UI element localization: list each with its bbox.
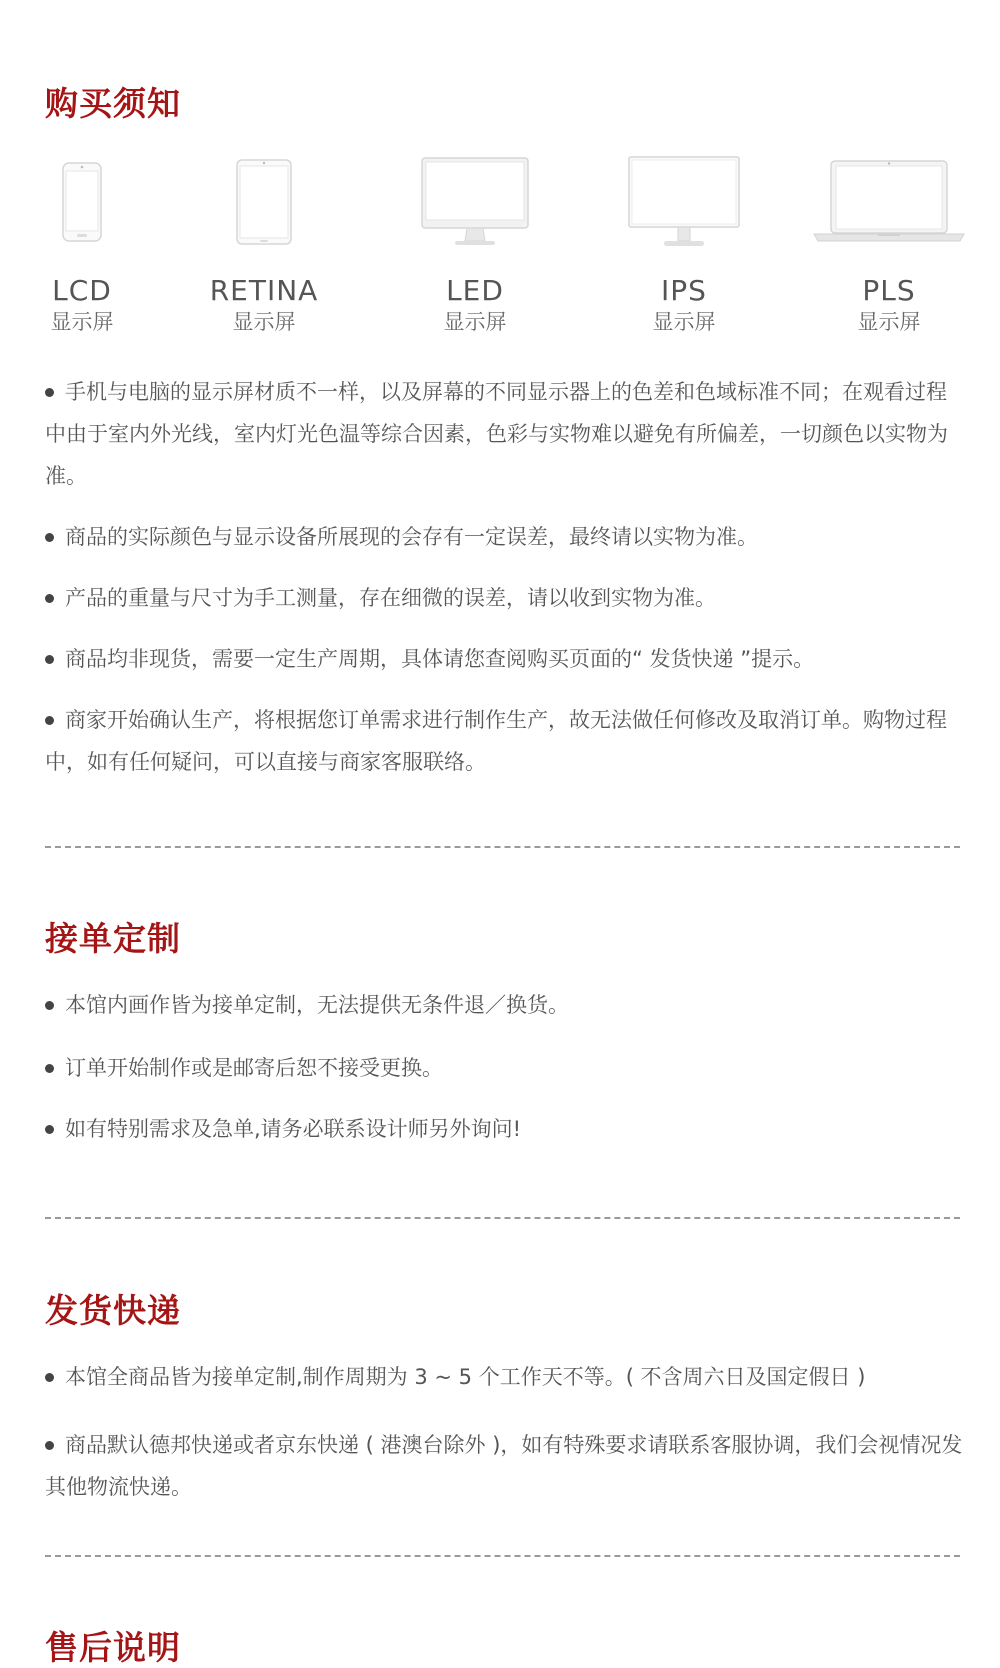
device-lcd <box>0 150 167 336</box>
section-divider <box>45 846 960 848</box>
tablet-icon <box>179 150 349 254</box>
device-pls <box>804 150 974 336</box>
bullet-dot-icon <box>45 1001 54 1010</box>
device-name: PLS <box>862 274 916 307</box>
shipping-note: 本馆全商品皆为接单定制,制作周期为 3 ~ 5 个工作天不等。( 不含周六日及国定假日 ) <box>45 1356 965 1398</box>
device-subtitle: 显示屏 <box>232 310 296 334</box>
desktop-icon <box>599 150 769 254</box>
display-type-list <box>0 150 1000 340</box>
custom-note: 本馆内画作皆为接单定制，无法提供无条件退／换货。 <box>45 984 965 1026</box>
device-ips <box>599 150 769 336</box>
bullet-dot-icon <box>45 1373 54 1382</box>
custom-note: 如有特别需求及急单,请务必联系设计师另外询问! <box>45 1108 965 1150</box>
monitor-icon <box>390 150 560 254</box>
device-led <box>390 150 560 336</box>
device-name: LED <box>446 274 504 307</box>
bullet-dot-icon <box>45 716 54 725</box>
device-subtitle: 显示屏 <box>50 310 114 334</box>
purchase-note: 手机与电脑的显示屏材质不一样，以及屏幕的不同显示器上的色差和色域标准不同；在观看过程中由于室内外光线，室内灯光色温等综合因素，色彩与实物难以避免有所偏差，一切颜色以实物为准。 <box>45 380 948 488</box>
section-title-custom-order: 接单定制 <box>45 919 181 958</box>
custom-note: 订单开始制作或是邮寄后恕不接受更换。 <box>45 1047 965 1089</box>
phone-icon <box>0 150 167 254</box>
device-subtitle: 显示屏 <box>857 310 921 334</box>
purchase-note: 商品均非现货，需要一定生产周期，具体请您查阅购买页面的“ 发货快递 ”提示。 <box>45 638 965 680</box>
laptop-icon <box>804 150 974 254</box>
section-title-after-sales: 售后说明 <box>45 1628 181 1667</box>
section-divider <box>45 1555 960 1557</box>
device-subtitle: 显示屏 <box>652 310 716 334</box>
shipping-note: 商品默认德邦快递或者京东快递 ( 港澳台除外 )，如有特殊要求请联系客服协调，我们会视情况发其他物流快递。 <box>45 1433 963 1499</box>
purchase-note: 商家开始确认生产，将根据您订单需求进行制作生产，故无法做任何修改及取消订单。购物过程中，如有任何疑问，可以直接与商家客服联络。 <box>45 708 947 774</box>
section-divider <box>45 1217 960 1219</box>
device-name: RETINA <box>209 274 319 307</box>
device-retina <box>179 150 349 336</box>
purchase-note: 商品的实际颜色与显示设备所展现的会存有一定误差，最终请以实物为准。 <box>45 516 965 558</box>
bullet-dot-icon <box>45 1064 54 1073</box>
device-name: LCD <box>52 274 112 307</box>
section-title-purchase-notice: 购买须知 <box>45 84 181 123</box>
device-name: IPS <box>661 274 707 307</box>
device-subtitle: 显示屏 <box>443 310 507 334</box>
bullet-dot-icon <box>45 594 54 603</box>
bullet-dot-icon <box>45 655 54 664</box>
bullet-dot-icon <box>45 533 54 542</box>
bullet-dot-icon <box>45 1441 54 1450</box>
purchase-note: 产品的重量与尺寸为手工测量，存在细微的误差，请以收到实物为准。 <box>45 577 965 619</box>
bullet-dot-icon <box>45 1125 54 1134</box>
section-title-shipping: 发货快递 <box>45 1291 181 1330</box>
bullet-dot-icon <box>45 388 54 397</box>
